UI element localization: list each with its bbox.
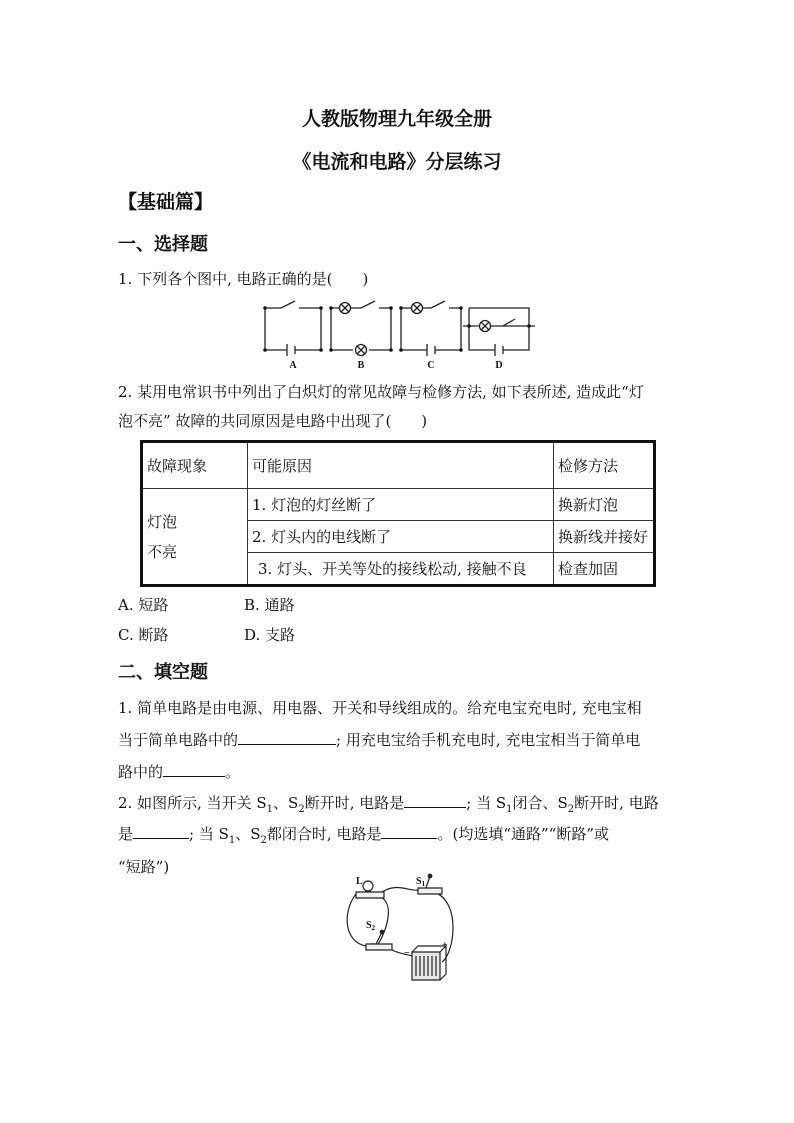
table-row xyxy=(142,489,655,521)
header-fix: 检修方法 xyxy=(554,442,655,489)
answer-blank-3[interactable] xyxy=(404,793,466,808)
battery-minus-label: − xyxy=(404,948,410,959)
question-2-line2: 泡不亮” 故障的共同原因是电路中出现了( ) xyxy=(118,412,428,430)
phenomenon-line1: 灯泡 xyxy=(147,512,178,531)
cause-cell: 2. 灯头内的电线断了 xyxy=(248,521,554,553)
circuit-label-d: D xyxy=(495,360,503,371)
phenomenon-line2: 不亮 xyxy=(147,542,178,561)
phenomenon-cell xyxy=(142,489,248,586)
option-a: A. 短路 xyxy=(118,596,169,614)
circuit-label-b: B xyxy=(357,360,365,371)
fill-question-2-line1: 2. 如图所示, 当开关 $S_1$、$S_2$断开时, 电路是 ; 当 $S_1$闭合、$S_2$断开时, 电路 xyxy=(118,794,659,815)
answer-blank-5[interactable] xyxy=(381,824,437,839)
fault-table xyxy=(140,440,656,587)
option-d: D. 支路 xyxy=(244,626,296,644)
fill-question-2-line2: 是 ; 当 $S_1$、$S_2$都闭合时, 电路是 。(均选填“通路”“断路”或 xyxy=(118,825,609,846)
lamp-label: L xyxy=(356,876,363,887)
section-heading-choice: 一、选择题 xyxy=(118,234,208,255)
switch-s1-label: $S_1$ xyxy=(416,876,426,888)
fill-question-1-line2: 当于简单电路中的 ; 用充电宝给手机充电时, 充电宝相当于简单电 xyxy=(118,731,641,749)
fill-question-1-line1: 1. 简单电路是由电源、用电器、开关和导线组成的。给充电宝充电时, 充电宝相 xyxy=(118,699,642,717)
document-title: 人教版物理九年级全册 xyxy=(301,108,492,130)
fix-cell: 换新灯泡 xyxy=(554,489,655,521)
fix-cell: 换新线并接好 xyxy=(554,521,655,553)
fault-table-header-row xyxy=(142,442,655,489)
answer-blank-4[interactable] xyxy=(133,824,189,839)
answer-blank-2[interactable] xyxy=(163,762,225,777)
circuit-label-c: C xyxy=(427,360,435,371)
circuit-b xyxy=(331,301,391,356)
fix-cell: 检查加固 xyxy=(554,553,655,586)
circuit-photo-figure xyxy=(338,872,458,990)
circuit-options-figure xyxy=(255,296,535,372)
fill-question-2-line3: “短路”) xyxy=(118,858,170,876)
circuit-d xyxy=(463,308,535,356)
document-subtitle: 《电流和电路》分层练习 xyxy=(292,151,502,173)
fill-question-1-line3: 路中的 。 xyxy=(118,763,241,781)
circuit-a xyxy=(265,301,321,356)
header-phenomenon: 故障现象 xyxy=(142,442,248,489)
question-1-text: 1. 下列各个图中, 电路正确的是( ) xyxy=(118,270,369,288)
option-b: B. 通路 xyxy=(244,596,295,614)
option-c: C. 断路 xyxy=(118,626,169,644)
section-heading-fill: 二、填空题 xyxy=(118,662,208,683)
answer-blank-1[interactable] xyxy=(238,730,336,745)
circuit-c xyxy=(401,301,461,356)
cause-cell: 3. 灯头、开关等处的接线松动, 接触不良 xyxy=(248,553,554,586)
header-cause: 可能原因 xyxy=(248,442,554,489)
question-2-line1: 2. 某用电常识书中列出了白炽灯的常见故障与检修方法, 如下表所述, 造成此“灯 xyxy=(118,383,644,401)
switch-s2-label: $S_2$ xyxy=(366,920,376,932)
battery-plus-label: + xyxy=(442,940,448,951)
level-heading: 【基础篇】 xyxy=(118,191,214,213)
cause-cell: 1. 灯泡的灯丝断了 xyxy=(248,489,554,521)
circuit-label-a: A xyxy=(289,360,297,371)
